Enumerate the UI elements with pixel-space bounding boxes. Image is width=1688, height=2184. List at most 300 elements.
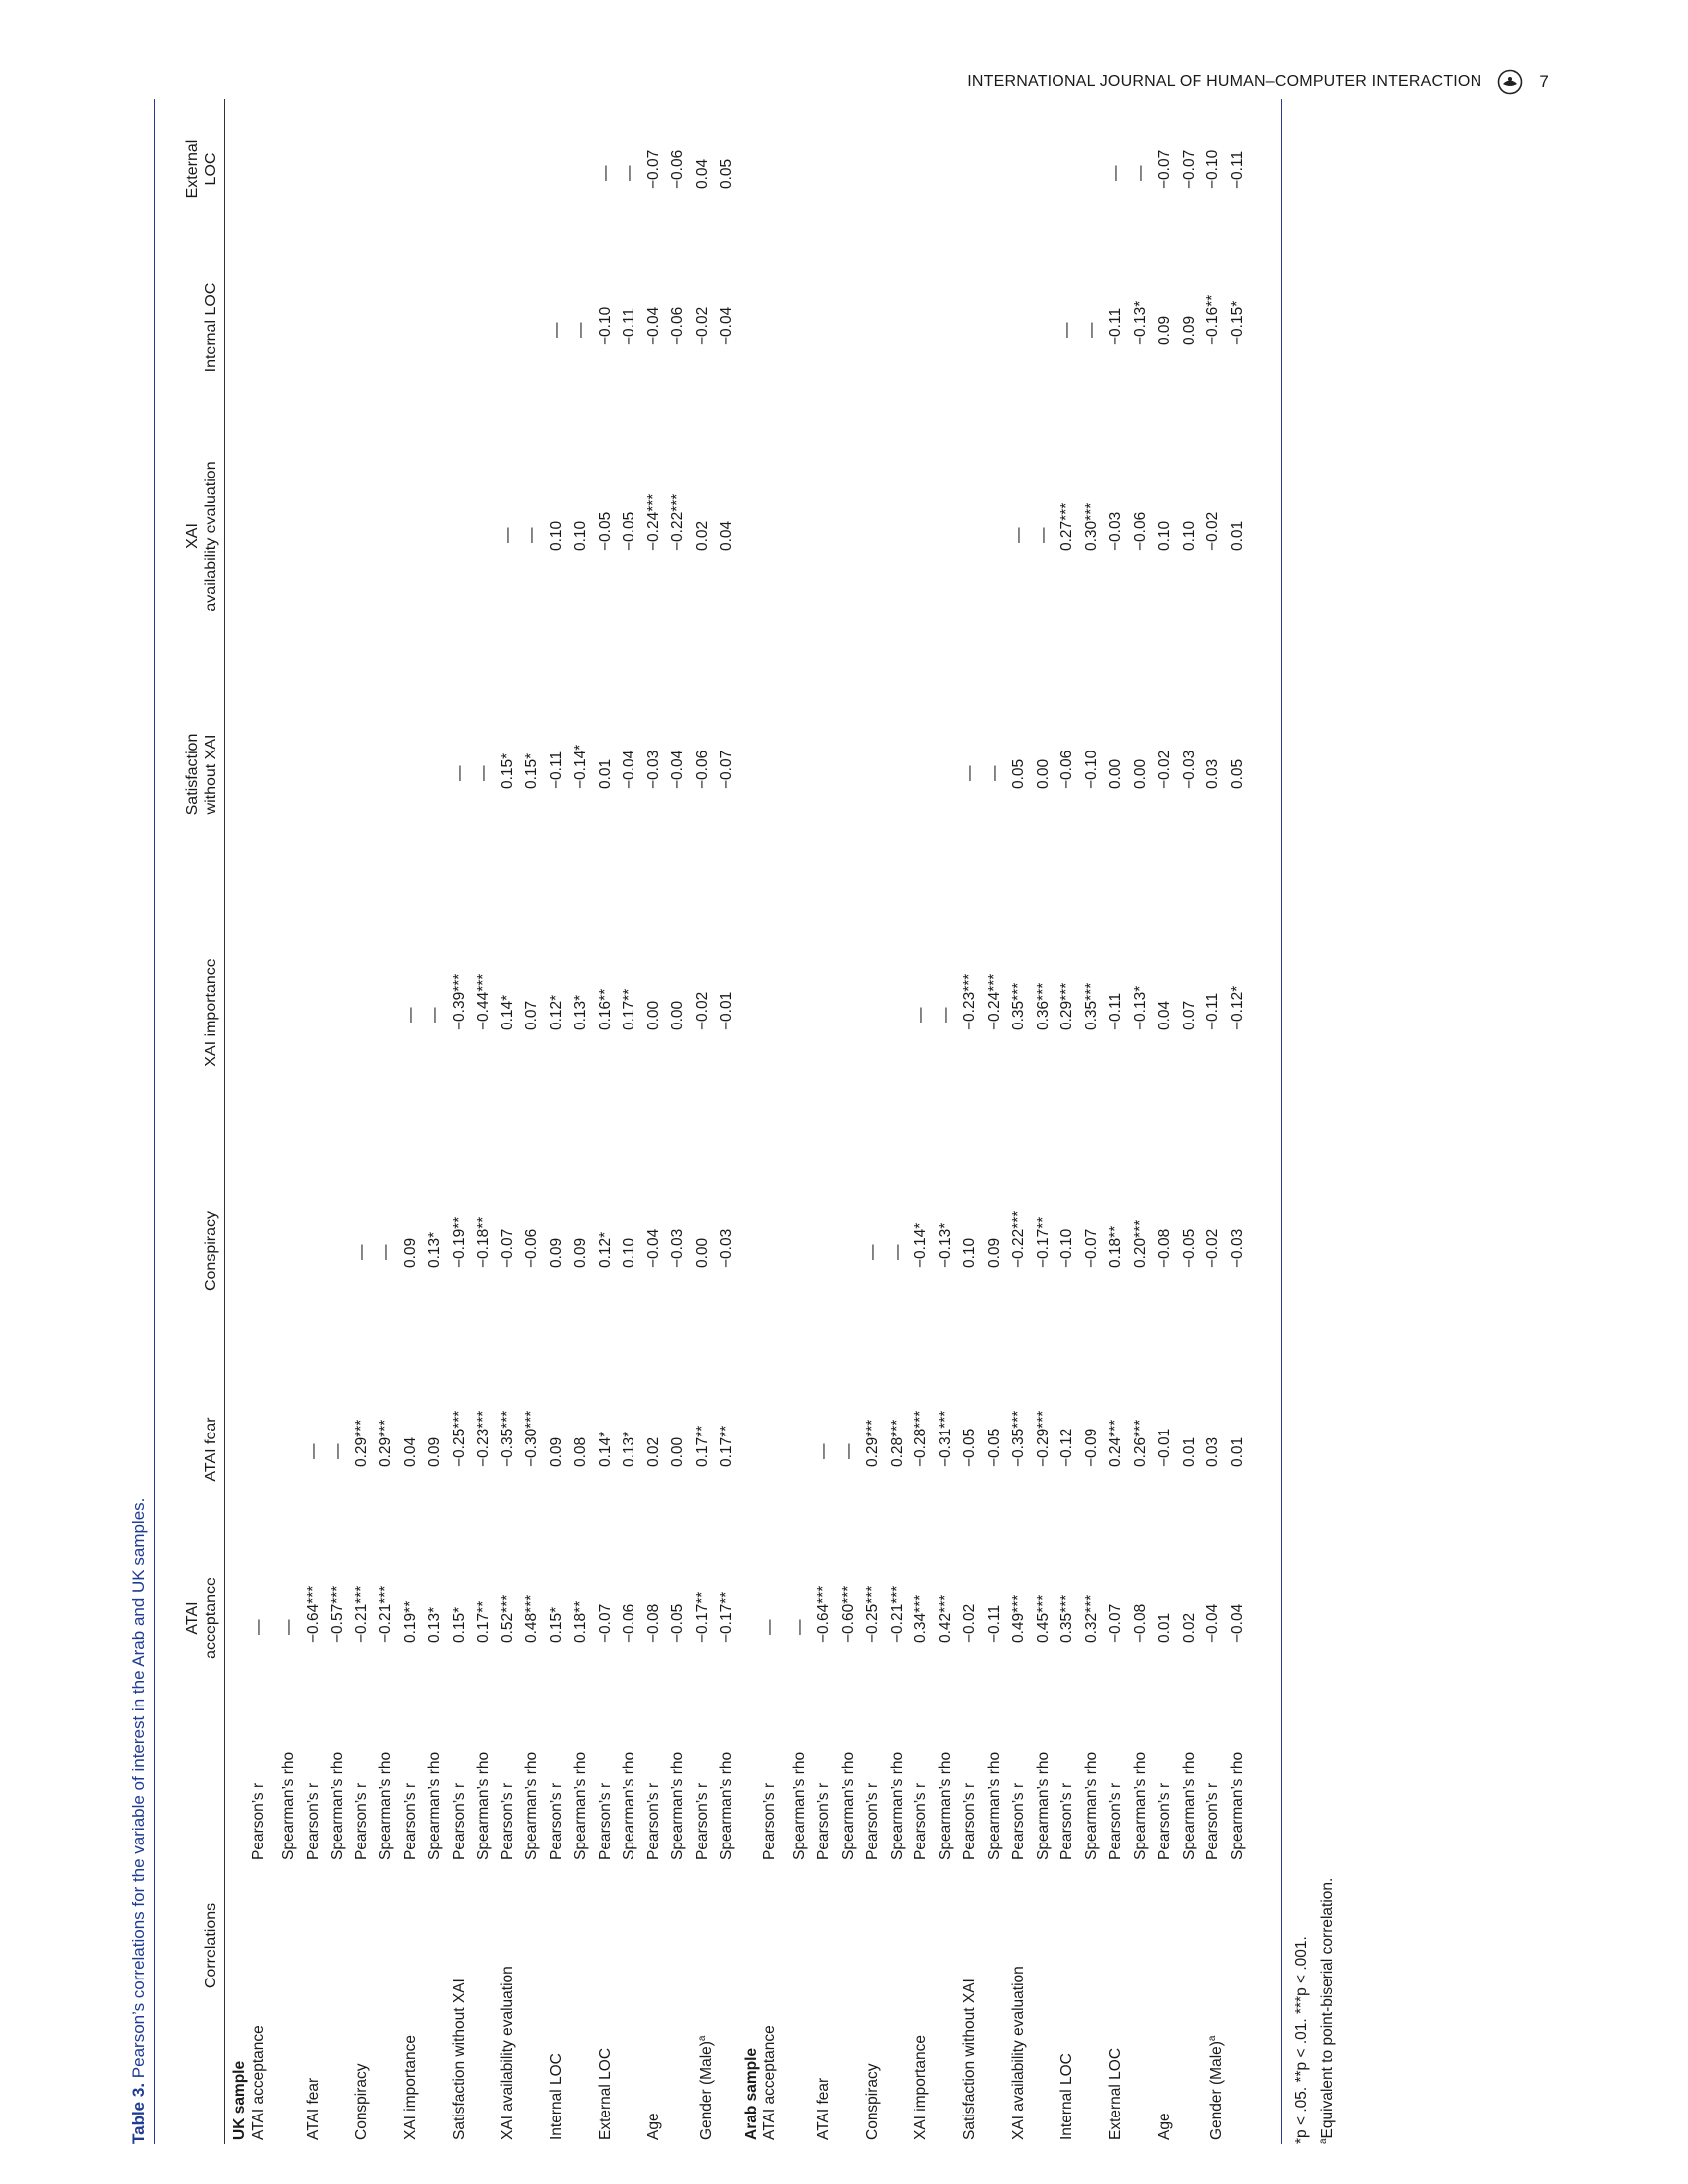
correlation-value: 0.13* [621,1431,637,1467]
table-row [788,99,813,2144]
variable-label [1153,2113,1178,2140]
correlation-value: −0.01 [718,991,735,1030]
correlation-value: 0.32*** [1082,1594,1100,1643]
variable-label [302,2078,327,2140]
correlation-value: 0.03 [1204,1436,1221,1467]
correlation-value: −0.03 [669,1228,686,1268]
correlation-value: 0.00 [669,1000,686,1030]
correlation-value: −0.07 [1082,1228,1100,1268]
table-row [812,99,837,2144]
correlation-value: −0.35*** [498,1410,516,1467]
correlation-value: −0.11 [1204,992,1221,1030]
variable-label-text: Satisfaction without XAI [961,1979,978,2140]
correlation-value: 0.10 [572,520,589,551]
correlation-value: −0.07 [718,750,735,789]
table-header [159,99,224,2144]
correlation-value: — [839,1443,857,1459]
table-row [886,99,911,2144]
statistic-label: Pearson’s r [864,1782,881,1860]
correlation-value: 0.13* [426,1231,443,1268]
correlation-value: −0.02 [693,306,711,345]
significance-note: *p < .05. **p < .01. ***p < .001. [1293,1936,1310,2144]
statistic-label: Pearson’s r [1058,1782,1075,1860]
correlation-value: 0.05 [1010,758,1027,789]
variable-label [545,2053,570,2140]
statistic-label: Pearson’s r [1156,1782,1173,1860]
correlation-value: 0.34*** [913,1594,929,1643]
table-row [594,99,619,2144]
table-row [861,99,886,2144]
column-header: ATAI acceptance [184,1577,219,1659]
table-row [277,99,302,2144]
correlation-value: — [523,527,540,543]
correlation-value: 0.09 [547,1237,565,1268]
table-caption [129,1498,149,2144]
variable-label-text: XAI importance [913,2035,929,2140]
correlation-value: — [304,1443,322,1459]
correlation-value: 0.10 [1180,520,1197,551]
correlation-value: 0.08 [572,1436,589,1467]
correlation-value: — [572,322,589,338]
correlation-value: 0.09 [985,1237,1003,1268]
correlation-value: −0.08 [1156,1228,1173,1268]
variable-label [247,2025,272,2140]
correlation-value: −0.10 [1204,149,1221,189]
correlation-value: 0.07 [1180,1000,1197,1030]
journal-logo-icon [1497,69,1523,95]
journal-title: INTERNATIONAL JOURNAL OF HUMAN–COMPUTER INTERACTION [967,73,1482,90]
correlation-value: −0.02 [961,1603,978,1643]
correlation-value: −0.10 [1082,750,1100,789]
statistic-label: Spearman’s rho [1180,1751,1197,1860]
table-row [1055,99,1080,2144]
column-header: XAI availability evaluation [184,461,219,612]
correlation-value: — [936,1007,954,1023]
correlation-value: −0.11 [1107,992,1124,1030]
table-row [934,99,959,2144]
correlation-value: — [621,165,637,181]
column-header: Satisfaction without XAI [184,733,219,816]
correlation-value: −0.21*** [377,1585,394,1643]
correlation-value: −0.05 [985,1428,1003,1467]
table-row [715,99,740,2144]
correlation-value: −0.11 [1107,307,1124,345]
correlation-value: −0.03 [718,1228,735,1268]
table-row [545,99,570,2144]
correlation-value: — [401,1007,419,1023]
correlation-value: 0.29*** [352,1419,370,1467]
correlation-value: −0.64*** [815,1585,832,1643]
correlation-value: −0.23*** [961,973,978,1030]
section-title: UK sample [231,2060,248,2140]
statistic-label: Spearman’s rho [669,1751,686,1860]
table-row [691,99,716,2144]
variable-label [642,2113,667,2140]
correlation-value: 0.10 [621,1237,637,1268]
correlation-value: −0.05 [621,511,637,551]
correlation-value: — [377,1244,394,1260]
correlation-value: 0.00 [644,1000,662,1030]
correlation-value: 0.26*** [1131,1419,1149,1467]
variable-label [448,1979,473,2140]
correlation-value: 0.01 [596,758,614,789]
correlation-value: — [329,1443,346,1459]
statistic-label: Pearson’s r [693,1782,711,1860]
correlation-value: 0.15* [498,752,516,789]
statistic-label: Spearman’s rho [1082,1751,1100,1860]
correlation-value: −0.07 [1180,149,1197,189]
correlation-value: −0.28*** [913,1410,929,1467]
variable-label-text: Gender (Male) [1208,2041,1225,2140]
correlation-value: −0.14* [572,744,589,789]
correlation-value: 0.17** [693,1425,711,1467]
correlation-value: 0.14* [498,994,516,1030]
section-title: Arab sample [742,2047,760,2140]
correlation-value: −0.03 [644,750,662,789]
correlation-value: −0.04 [644,306,662,345]
correlation-value: −0.44*** [475,973,492,1030]
statistic-label: Spearman’s rho [839,1751,857,1860]
correlation-value: −0.15* [1228,300,1246,345]
correlation-value: −0.06 [1058,750,1075,789]
correlation-value: −0.02 [1204,1228,1221,1268]
correlation-value: −0.30*** [523,1410,540,1467]
correlation-value: −0.31*** [936,1410,954,1467]
statistic-label: Pearson’s r [761,1782,777,1860]
correlation-value: 0.27*** [1058,502,1075,551]
correlation-value: — [1058,322,1075,338]
variable-label-sup: a [696,2035,708,2042]
correlation-value: −0.22*** [669,493,686,551]
table-row [423,99,448,2144]
correlation-value: 0.15* [547,1606,565,1643]
statistic-label: Spearman’s rho [1034,1751,1052,1860]
correlation-value: −0.04 [1204,1603,1221,1643]
correlation-value: — [815,1443,832,1459]
statistic-label: Pearson’s r [498,1782,516,1860]
correlation-value: −0.17** [1034,1216,1052,1268]
table-row [302,99,327,2144]
correlation-value: — [1131,165,1149,181]
correlation-value: −0.25*** [450,1410,468,1467]
correlation-value: 0.13* [426,1606,443,1643]
variable-label-text: Conspiracy [352,2063,370,2140]
footnote-marker: a [1318,2138,1329,2144]
correlation-value: −0.29*** [1034,1410,1052,1467]
correlation-value: 0.29*** [864,1419,881,1467]
correlation-value: −0.06 [693,750,711,789]
correlation-value: — [1010,527,1027,543]
correlation-value: — [547,322,565,338]
correlation-value: 0.04 [401,1436,419,1467]
correlation-value: 0.01 [1228,1436,1246,1467]
statistic-label: Spearman’s rho [1131,1751,1149,1860]
correlation-value: −0.17** [693,1591,711,1643]
correlation-value: 0.03 [1204,758,1221,789]
table-row [983,99,1008,2144]
variable-label-text: Conspiracy [864,2063,881,2140]
correlation-value: 0.18** [1107,1225,1124,1268]
correlation-value: −0.04 [718,306,735,345]
correlation-value: −0.05 [669,1603,686,1643]
correlation-value: 0.14* [596,1431,614,1467]
column-header: Correlations [203,1902,219,1989]
correlation-value: 0.18** [572,1600,589,1643]
statistic-label: Pearson’s r [1010,1782,1027,1860]
correlation-value: −0.06 [621,1603,637,1643]
correlation-value: 0.16** [596,988,614,1030]
variable-label [399,2035,424,2140]
correlation-value: 0.01 [1180,1436,1197,1467]
table-bottom-rule [1281,99,1282,2144]
correlation-value: −0.08 [644,1603,662,1643]
table-row [910,99,934,2144]
table-row [666,99,691,2144]
table-row [399,99,424,2144]
statistic-label: Pearson’s r [961,1782,978,1860]
correlation-value: −0.03 [1180,750,1197,789]
correlation-value: −0.05 [596,511,614,551]
table-row [448,99,473,2144]
table-row [374,99,399,2144]
correlation-value: 0.00 [1131,758,1149,789]
correlation-value: 0.10 [1156,520,1173,551]
correlation-value: 0.12* [547,994,565,1030]
correlation-value: 0.01 [1228,520,1246,551]
variable-label-text: Internal LOC [547,2053,565,2140]
correlation-value: 0.00 [669,1436,686,1467]
statistic-label: Spearman’s rho [621,1751,637,1860]
correlation-value: −0.02 [693,991,711,1030]
column-header: XAI importance [203,958,219,1067]
correlation-value: 0.09 [401,1237,419,1268]
correlation-value: −0.04 [669,750,686,789]
correlation-value: 0.09 [1156,315,1173,345]
statistic-label: Pearson’s r [450,1782,468,1860]
variable-label [496,1966,521,2140]
correlation-value: 0.28*** [888,1419,906,1467]
correlation-value: 0.52*** [498,1594,516,1643]
table-row [520,99,545,2144]
correlation-value: −0.11 [985,1604,1003,1643]
correlation-value: −0.06 [669,149,686,189]
correlation-value: 0.04 [693,158,711,189]
correlation-value: −0.24*** [644,493,662,551]
correlation-value: — [790,1619,808,1635]
variable-label [1007,1966,1032,2140]
correlation-value: 0.01 [1156,1612,1173,1643]
correlation-value: −0.03 [1107,511,1124,551]
table-row [1226,99,1251,2144]
correlation-value: 0.10 [961,1237,978,1268]
correlation-value: −0.64*** [304,1585,322,1643]
variable-label [812,2078,837,2140]
variable-label-text: Age [1156,2113,1173,2140]
correlation-value: −0.12 [1058,1428,1075,1467]
variable-label-text: External LOC [1107,2047,1124,2140]
correlation-value: −0.14* [913,1222,929,1268]
correlation-value: 0.35*** [1010,982,1027,1030]
table-row [247,99,272,2144]
correlation-value: −0.04 [644,1228,662,1268]
correlation-value: −0.17** [718,1591,735,1643]
statistic-label: Spearman’s rho [1228,1751,1246,1860]
correlation-value: −0.07 [644,149,662,189]
column-header: External LOC [184,139,219,199]
variable-label-text: XAI availability evaluation [498,1966,516,2140]
correlation-value: 0.49*** [1010,1594,1027,1643]
correlation-value: −0.09 [1082,1428,1100,1467]
statistic-label: Spearman’s rho [523,1751,540,1860]
correlation-value: 0.17** [621,988,637,1030]
correlation-value: 0.36*** [1034,982,1052,1030]
correlation-value: 0.35*** [1082,982,1100,1030]
correlation-value: −0.04 [1228,1603,1246,1643]
correlation-value: 0.13* [572,994,589,1030]
variable-label-text: ATAI acceptance [249,2025,267,2140]
statistic-label: Spearman’s rho [329,1751,346,1860]
correlation-value: −0.57*** [329,1585,346,1643]
correlation-value: — [761,1619,777,1635]
variable-label [594,2048,619,2140]
correlation-value: — [475,765,492,781]
correlation-value: 0.19** [401,1600,419,1643]
statistic-label: Spearman’s rho [790,1751,808,1860]
correlation-value: −0.21*** [888,1585,906,1643]
statistic-label: Spearman’s rho [985,1751,1003,1860]
statistic-label: Spearman’s rho [888,1751,906,1860]
table-row [1201,99,1226,2144]
correlation-value: −0.18** [475,1216,492,1268]
correlation-value: −0.06 [669,306,686,345]
table-top-rule [154,99,155,2144]
correlation-value: −0.10 [1058,1228,1075,1268]
table-row [1178,99,1202,2144]
table-row [1129,99,1154,2144]
correlation-value: — [352,1244,370,1260]
statistic-label: Spearman’s rho [377,1751,394,1860]
correlation-value: 0.09 [547,1436,565,1467]
page-number: 7 [1539,72,1549,91]
correlation-value: 0.48*** [523,1594,540,1643]
correlation-value: −0.07 [1156,149,1173,189]
correlation-value: — [961,765,978,781]
table-row [1080,99,1105,2144]
variable-label-text: XAI availability evaluation [1010,1966,1027,2140]
statistic-label: Pearson’s r [547,1782,565,1860]
correlation-value: 0.35*** [1058,1594,1075,1643]
correlation-value: 0.09 [426,1436,443,1467]
correlation-value: — [249,1619,267,1635]
correlation-value: — [1107,165,1124,181]
variable-label-text: Gender (Male) [697,2041,715,2140]
statistic-label: Pearson’s r [401,1782,419,1860]
correlation-value: −0.08 [1131,1603,1149,1643]
correlation-value: 0.07 [523,1000,540,1030]
statistic-label: Pearson’s r [1204,1782,1221,1860]
correlation-value: −0.04 [621,750,637,789]
table-row [642,99,667,2144]
table-notes [1291,1878,1338,2144]
correlation-value: 0.02 [644,1436,662,1467]
correlation-value: −0.21*** [352,1585,370,1643]
correlation-value: 0.45*** [1034,1594,1052,1643]
correlation-value: 0.17** [718,1425,735,1467]
correlation-value: −0.13* [936,1222,954,1268]
correlation-value: −0.05 [961,1428,978,1467]
correlation-value: — [1082,322,1100,338]
correlation-value: 0.24*** [1107,1419,1124,1467]
correlation-value: −0.10 [596,306,614,345]
correlation-value: 0.09 [572,1237,589,1268]
correlation-value: 0.12* [596,1231,614,1268]
correlation-value: −0.05 [1180,1228,1197,1268]
correlation-value: −0.60*** [839,1585,857,1643]
correlation-value: 0.20*** [1131,1219,1149,1268]
correlation-value: −0.12* [1228,985,1246,1030]
table-row [837,99,862,2144]
correlation-value: — [888,1244,906,1260]
table-row [958,99,983,2144]
correlation-value: −0.11 [547,751,565,789]
correlation-value: 0.00 [693,1237,711,1268]
correlation-value: −0.07 [498,1228,516,1268]
table-row [569,99,594,2144]
table-row [1007,99,1032,2144]
correlation-value: 0.00 [1107,758,1124,789]
variable-label-text: XAI importance [401,2035,419,2140]
correlation-value: 0.29*** [1058,982,1075,1030]
variable-label-text: ATAI fear [815,2077,832,2140]
statistic-label: Pearson’s r [596,1782,614,1860]
correlation-value: 0.42*** [936,1594,954,1643]
table-row [758,99,782,2144]
table-row [351,99,375,2144]
correlation-value: 0.15* [523,752,540,789]
statistic-label: Pearson’s r [304,1782,322,1860]
correlation-value: — [864,1244,881,1260]
variable-label [758,2025,782,2140]
table-row [472,99,496,2144]
correlation-value: — [426,1007,443,1023]
correlation-value: −0.24*** [985,973,1003,1030]
correlation-value: −0.39*** [450,973,468,1030]
variable-label-text: Age [644,2113,662,2140]
correlation-value: 0.00 [1034,758,1052,789]
correlation-value: −0.02 [1156,750,1173,789]
variable-label [1104,2048,1129,2140]
table-row [1153,99,1178,2144]
correlation-value: 0.02 [693,520,711,551]
correlation-value: −0.13* [1131,985,1149,1030]
correlation-value: 0.10 [547,520,565,551]
table-row [618,99,642,2144]
correlation-value: −0.11 [1228,150,1246,189]
column-header: Internal LOC [203,282,219,373]
statistic-label: Pearson’s r [1107,1782,1124,1860]
statistic-label: Pearson’s r [815,1782,832,1860]
footnote-text: Equivalent to point-biserial correlation. [1319,1877,1336,2139]
table-row [326,99,351,2144]
statistic-label: Spearman’s rho [426,1751,443,1860]
correlation-value: — [913,1007,929,1023]
variable-label-text: Satisfaction without XAI [450,1979,468,2140]
correlation-value: 0.30*** [1082,502,1100,551]
statistic-label: Pearson’s r [644,1782,662,1860]
statistic-label: Spearman’s rho [936,1751,954,1860]
column-header: ATAI fear [203,1417,219,1482]
statistic-label: Spearman’s rho [572,1751,589,1860]
